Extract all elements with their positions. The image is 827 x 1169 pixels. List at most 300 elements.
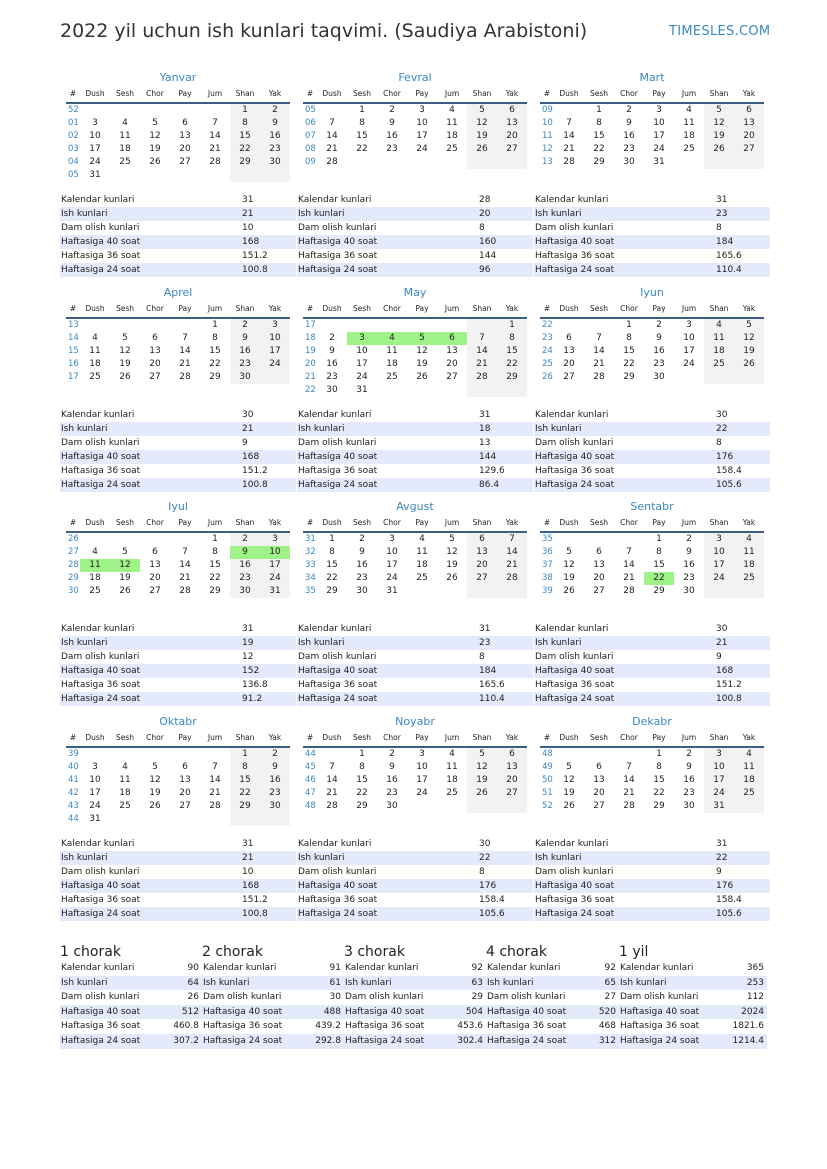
weekday-header: Jum <box>437 515 467 532</box>
day-cell: 10 <box>704 546 734 559</box>
day-cell: 24 <box>704 572 734 585</box>
day-cell: 21 <box>209 144 221 154</box>
day-cell: 9 <box>656 333 662 343</box>
day-cell: 20 <box>563 359 575 369</box>
empty-day-cell <box>80 532 110 546</box>
empty-day-cell <box>80 103 110 117</box>
day-cell: 28 <box>326 801 338 811</box>
day-cell: 12 <box>734 332 764 345</box>
weekday-header: Pay <box>644 730 674 747</box>
week-row <box>303 156 527 169</box>
summary-label: Haftasiga 40 soat <box>344 1005 450 1020</box>
day-cell: 23 <box>653 359 665 369</box>
month-name: Yanvar <box>159 71 197 84</box>
holiday-day-cell: 6 <box>437 332 467 345</box>
stat-label: Haftasiga 24 soat <box>297 263 478 277</box>
day-cell: 9 <box>686 547 692 557</box>
day-cell: 11 <box>416 547 428 557</box>
stat-row <box>60 263 296 277</box>
stat-value: 165.6 <box>715 249 770 263</box>
week-row <box>303 384 527 397</box>
week-number-header: # <box>540 515 554 532</box>
day-cell: 11 <box>734 761 764 774</box>
day-cell: 1 <box>626 320 632 330</box>
day-cell: 3 <box>260 532 290 546</box>
empty-day-cell <box>110 318 140 332</box>
day-cell: 18 <box>416 560 428 570</box>
day-cell: 26 <box>149 801 161 811</box>
summary-value: 512 <box>166 1005 202 1020</box>
day-cell: 18 <box>89 359 101 369</box>
month-stats <box>534 408 770 492</box>
week-row <box>303 585 527 598</box>
stat-row <box>297 408 533 422</box>
day-cell: 20 <box>149 573 161 583</box>
week-number: 05 <box>68 170 79 180</box>
stat-value: 144 <box>478 249 533 263</box>
empty-day-cell <box>317 318 347 332</box>
empty-day-cell <box>377 384 407 397</box>
summary-row <box>60 976 202 991</box>
day-cell: 22 <box>593 144 605 154</box>
summary-quarter-4 <box>486 943 619 1049</box>
stat-label: Haftasiga 40 soat <box>297 664 478 678</box>
summary-label: Kalendar kunlari <box>60 961 166 976</box>
weekday-header: Dush <box>80 301 110 318</box>
stat-label: Kalendar kunlari <box>534 837 715 851</box>
day-cell: 31 <box>653 157 665 167</box>
day-cell: 19 <box>149 144 161 154</box>
day-cell: 21 <box>563 144 575 154</box>
empty-day-cell <box>467 156 497 169</box>
stat-row <box>534 636 770 650</box>
stat-row <box>534 249 770 263</box>
stat-value: 144 <box>478 450 533 464</box>
summary-row <box>619 976 767 991</box>
stat-label: Kalendar kunlari <box>297 193 478 207</box>
empty-day-cell <box>170 169 200 182</box>
day-cell: 26 <box>119 372 131 382</box>
day-cell: 9 <box>686 762 692 772</box>
empty-day-cell <box>407 384 437 397</box>
day-cell: 5 <box>734 318 764 332</box>
stat-row <box>534 450 770 464</box>
week-number: 39 <box>68 749 79 759</box>
day-cell: 13 <box>446 346 458 356</box>
weekday-header: Chor <box>377 515 407 532</box>
weekday-header: Shan <box>467 301 497 318</box>
stat-row <box>60 235 296 249</box>
stat-row <box>60 678 296 692</box>
empty-day-cell <box>497 800 527 813</box>
month-grid <box>66 86 290 182</box>
weekday-header: Sesh <box>110 515 140 532</box>
weekday-header: Shan <box>704 730 734 747</box>
week-number: 43 <box>68 801 79 811</box>
week-row <box>540 143 764 156</box>
day-cell: 28 <box>623 801 635 811</box>
summary-label: Kalendar kunlari <box>619 961 725 976</box>
stat-row <box>297 450 533 464</box>
holiday-day-cell: 10 <box>260 546 290 559</box>
stat-label: Haftasiga 40 soat <box>297 879 478 893</box>
stat-value: 100.8 <box>241 907 296 921</box>
day-cell: 13 <box>179 131 191 141</box>
day-cell: 3 <box>260 318 290 332</box>
empty-day-cell <box>734 585 764 598</box>
day-cell: 28 <box>467 371 497 384</box>
day-cell: 19 <box>563 573 575 583</box>
day-cell: 29 <box>209 372 221 382</box>
empty-day-cell <box>584 747 614 761</box>
day-cell: 3 <box>92 762 98 772</box>
weekday-header: Jum <box>674 515 704 532</box>
day-cell: 17 <box>416 775 428 785</box>
stat-row <box>60 193 296 207</box>
stat-label: Dam olish kunlari <box>60 650 241 664</box>
summary-row <box>60 990 202 1005</box>
stat-value: 8 <box>478 221 533 235</box>
day-cell: 13 <box>149 346 161 356</box>
stat-label: Kalendar kunlari <box>60 622 241 636</box>
day-cell: 28 <box>563 157 575 167</box>
week-number: 04 <box>68 157 79 167</box>
day-cell: 4 <box>449 105 455 115</box>
weekday-header: Jum <box>437 301 467 318</box>
weekday-header: Sesh <box>347 515 377 532</box>
stat-value: 22 <box>478 851 533 865</box>
week-number: 33 <box>305 560 316 570</box>
stat-label: Dam olish kunlari <box>534 650 715 664</box>
stat-label: Dam olish kunlari <box>534 436 715 450</box>
empty-day-cell <box>317 103 347 117</box>
empty-day-cell <box>260 813 290 826</box>
month-name: Aprel <box>163 286 193 299</box>
day-cell: 29 <box>230 156 260 169</box>
stat-value: 176 <box>478 879 533 893</box>
summary-label: Dam olish kunlari <box>60 990 166 1005</box>
stat-row <box>534 263 770 277</box>
day-cell: 27 <box>734 143 764 156</box>
stat-label: Kalendar kunlari <box>60 193 241 207</box>
week-number: 51 <box>542 788 553 798</box>
summary-quarter-1 <box>60 943 202 1049</box>
month-stats <box>60 622 296 706</box>
stat-row <box>534 207 770 221</box>
stat-label: Dam olish kunlari <box>297 865 478 879</box>
weekday-header: Dush <box>80 515 110 532</box>
empty-day-cell <box>377 156 407 169</box>
day-cell: 27 <box>149 586 161 596</box>
empty-day-cell <box>497 156 527 169</box>
summary-label: Haftasiga 36 soat <box>619 1019 725 1034</box>
summary-label: Haftasiga 40 soat <box>60 1005 166 1020</box>
week-row <box>303 332 527 345</box>
weekday-header: Dush <box>317 301 347 318</box>
week-row <box>540 559 764 572</box>
day-cell: 2 <box>329 333 335 343</box>
week-row <box>303 800 527 813</box>
week-number: 48 <box>305 801 316 811</box>
empty-day-cell <box>140 747 170 761</box>
summary-title: 1 chorak <box>60 944 121 960</box>
stat-value: 13 <box>478 436 533 450</box>
stat-value: 168 <box>241 879 296 893</box>
stat-label: Ish kunlari <box>297 636 478 650</box>
summary-row <box>619 1034 767 1049</box>
day-cell: 20 <box>497 130 527 143</box>
week-number: 48 <box>542 749 553 759</box>
week-row <box>303 572 527 585</box>
day-cell: 30 <box>326 385 338 395</box>
summary-row <box>486 1019 619 1034</box>
day-cell: 9 <box>389 118 395 128</box>
stat-row <box>60 221 296 235</box>
day-cell: 6 <box>497 747 527 761</box>
summary-row <box>202 976 344 991</box>
day-cell: 9 <box>626 118 632 128</box>
day-cell: 19 <box>416 359 428 369</box>
stat-value: 22 <box>715 851 770 865</box>
weekday-header: Yak <box>497 301 527 318</box>
day-cell: 17 <box>89 144 101 154</box>
stat-label: Dam olish kunlari <box>534 865 715 879</box>
week-number: 12 <box>542 144 553 154</box>
week-row <box>66 559 290 572</box>
stat-value: 31 <box>478 408 533 422</box>
summary-row <box>60 1034 202 1049</box>
day-cell: 6 <box>596 547 602 557</box>
day-cell: 23 <box>386 144 398 154</box>
weekday-header: Chor <box>377 301 407 318</box>
month-name: Avgust <box>396 500 434 513</box>
week-number: 19 <box>305 346 316 356</box>
stat-label: Kalendar kunlari <box>60 408 241 422</box>
day-cell: 1 <box>596 105 602 115</box>
week-row <box>540 130 764 143</box>
stat-row <box>297 837 533 851</box>
summary-label: Haftasiga 24 soat <box>60 1034 166 1049</box>
summary-row <box>202 1005 344 1020</box>
week-row <box>540 318 764 332</box>
day-cell: 28 <box>497 572 527 585</box>
day-cell: 30 <box>386 801 398 811</box>
stat-label: Haftasiga 24 soat <box>60 692 241 706</box>
week-number: 03 <box>68 144 79 154</box>
stat-row <box>297 851 533 865</box>
stat-value: 91.2 <box>241 692 296 706</box>
weekday-header: Sesh <box>347 730 377 747</box>
day-cell: 1 <box>359 105 365 115</box>
day-cell: 22 <box>230 143 260 156</box>
day-cell: 1 <box>212 534 218 544</box>
week-number: 22 <box>542 320 553 330</box>
week-number: 24 <box>542 346 553 356</box>
day-cell: 7 <box>329 118 335 128</box>
day-cell: 7 <box>212 762 218 772</box>
day-cell: 2 <box>626 105 632 115</box>
weekday-header: Jum <box>200 730 230 747</box>
day-cell: 2 <box>359 534 365 544</box>
stat-label: Haftasiga 40 soat <box>60 450 241 464</box>
week-row <box>66 813 290 826</box>
day-cell: 21 <box>623 788 635 798</box>
stat-label: Ish kunlari <box>534 207 715 221</box>
day-cell: 11 <box>119 131 131 141</box>
stat-label: Haftasiga 24 soat <box>534 907 715 921</box>
stat-row <box>534 478 770 492</box>
summary-label: Haftasiga 36 soat <box>60 1019 166 1034</box>
weekday-header: Chor <box>140 515 170 532</box>
day-cell: 24 <box>683 359 695 369</box>
day-cell: 22 <box>623 359 635 369</box>
day-cell: 6 <box>566 333 572 343</box>
day-cell: 27 <box>593 586 605 596</box>
week-row <box>303 345 527 358</box>
week-row <box>303 532 527 546</box>
day-cell: 7 <box>182 333 188 343</box>
stat-row <box>534 235 770 249</box>
stat-label: Haftasiga 24 soat <box>297 478 478 492</box>
day-cell: 25 <box>734 572 764 585</box>
stat-value: 86.4 <box>478 478 533 492</box>
stat-row <box>60 478 296 492</box>
stat-label: Haftasiga 36 soat <box>297 678 478 692</box>
week-number: 29 <box>68 573 79 583</box>
summary-table <box>60 961 202 1049</box>
empty-day-cell <box>704 585 734 598</box>
week-number: 05 <box>305 105 316 115</box>
weekday-header: Pay <box>644 515 674 532</box>
summary-value: 1214.4 <box>725 1034 767 1049</box>
day-cell: 17 <box>653 131 665 141</box>
stat-value: 151.2 <box>241 249 296 263</box>
week-number-header: # <box>303 301 317 318</box>
holiday-day-cell: 5 <box>407 332 437 345</box>
summary-label: Haftasiga 24 soat <box>619 1034 725 1049</box>
brand-link[interactable]: TIMESLES.COM <box>669 24 771 39</box>
stat-label: Haftasiga 40 soat <box>297 450 478 464</box>
summary-label: Haftasiga 24 soat <box>486 1034 592 1049</box>
weekday-header: Sesh <box>110 730 140 747</box>
stat-label: Ish kunlari <box>297 207 478 221</box>
stat-label: Kalendar kunlari <box>534 408 715 422</box>
month-dekabr <box>540 714 764 813</box>
empty-day-cell <box>347 318 377 332</box>
week-row <box>540 532 764 546</box>
day-cell: 2 <box>389 105 395 115</box>
week-number: 09 <box>305 157 316 167</box>
stat-value: 184 <box>478 664 533 678</box>
summary-label: Ish kunlari <box>60 976 166 991</box>
day-cell: 11 <box>704 332 734 345</box>
day-cell: 7 <box>212 118 218 128</box>
day-cell: 30 <box>260 156 290 169</box>
day-cell: 24 <box>260 358 290 371</box>
stat-row <box>534 622 770 636</box>
weekday-header: Jum <box>437 730 467 747</box>
stat-label: Ish kunlari <box>297 422 478 436</box>
empty-day-cell <box>467 800 497 813</box>
stat-value: 100.8 <box>241 263 296 277</box>
stat-value: 21 <box>241 422 296 436</box>
stat-row <box>534 650 770 664</box>
week-row <box>66 345 290 358</box>
weekday-header: Pay <box>170 301 200 318</box>
day-cell: 13 <box>563 346 575 356</box>
month-name: Noyabr <box>395 715 435 728</box>
page-title: 2022 yil uchun ish kunlari taqvimi. (Saudiya Arabistoni) <box>60 20 588 42</box>
day-cell: 11 <box>446 118 458 128</box>
day-cell: 19 <box>149 788 161 798</box>
day-cell: 10 <box>704 761 734 774</box>
summary-year <box>619 943 767 1049</box>
week-number: 44 <box>68 814 79 824</box>
weekday-header: Chor <box>614 86 644 103</box>
stat-value: 19 <box>241 636 296 650</box>
day-cell: 11 <box>734 546 764 559</box>
day-cell: 14 <box>326 131 338 141</box>
stat-row <box>60 436 296 450</box>
day-cell: 5 <box>152 762 158 772</box>
summary-quarter-3 <box>344 943 486 1049</box>
stat-label: Ish kunlari <box>60 636 241 650</box>
weekday-header: Shan <box>467 730 497 747</box>
day-cell: 5 <box>152 118 158 128</box>
stat-label: Haftasiga 24 soat <box>297 907 478 921</box>
day-cell: 6 <box>734 103 764 117</box>
day-cell: 14 <box>593 346 605 356</box>
stat-label: Kalendar kunlari <box>297 408 478 422</box>
day-cell: 5 <box>122 333 128 343</box>
summary-value: 65 <box>592 976 619 991</box>
stat-row <box>297 664 533 678</box>
week-row <box>66 156 290 169</box>
day-cell: 28 <box>326 157 338 167</box>
stat-row <box>60 837 296 851</box>
week-number: 31 <box>305 534 316 544</box>
week-number-header: # <box>540 86 554 103</box>
stat-label: Haftasiga 36 soat <box>60 893 241 907</box>
day-cell: 25 <box>446 144 458 154</box>
weekday-header: Chor <box>140 730 170 747</box>
stat-value: 96 <box>478 263 533 277</box>
summary-row <box>60 1019 202 1034</box>
month-grid <box>303 301 527 397</box>
stat-value: 31 <box>715 837 770 851</box>
day-cell: 30 <box>683 586 695 596</box>
day-cell: 15 <box>623 346 635 356</box>
day-cell: 12 <box>416 346 428 356</box>
summary-value: 312 <box>592 1034 619 1049</box>
month-sentabr <box>540 499 764 598</box>
day-cell: 3 <box>704 532 734 546</box>
day-cell: 10 <box>386 547 398 557</box>
holiday-day-cell: 22 <box>644 572 674 585</box>
stat-value: 10 <box>241 865 296 879</box>
day-cell: 8 <box>656 762 662 772</box>
day-cell: 8 <box>359 762 365 772</box>
week-number: 38 <box>542 573 553 583</box>
summary-title: 3 chorak <box>344 944 405 960</box>
month-stats <box>534 837 770 921</box>
day-cell: 7 <box>596 333 602 343</box>
empty-day-cell <box>554 747 584 761</box>
stat-row <box>534 221 770 235</box>
week-number: 13 <box>542 157 553 167</box>
day-cell: 21 <box>326 788 338 798</box>
summary-label: Kalendar kunlari <box>344 961 450 976</box>
